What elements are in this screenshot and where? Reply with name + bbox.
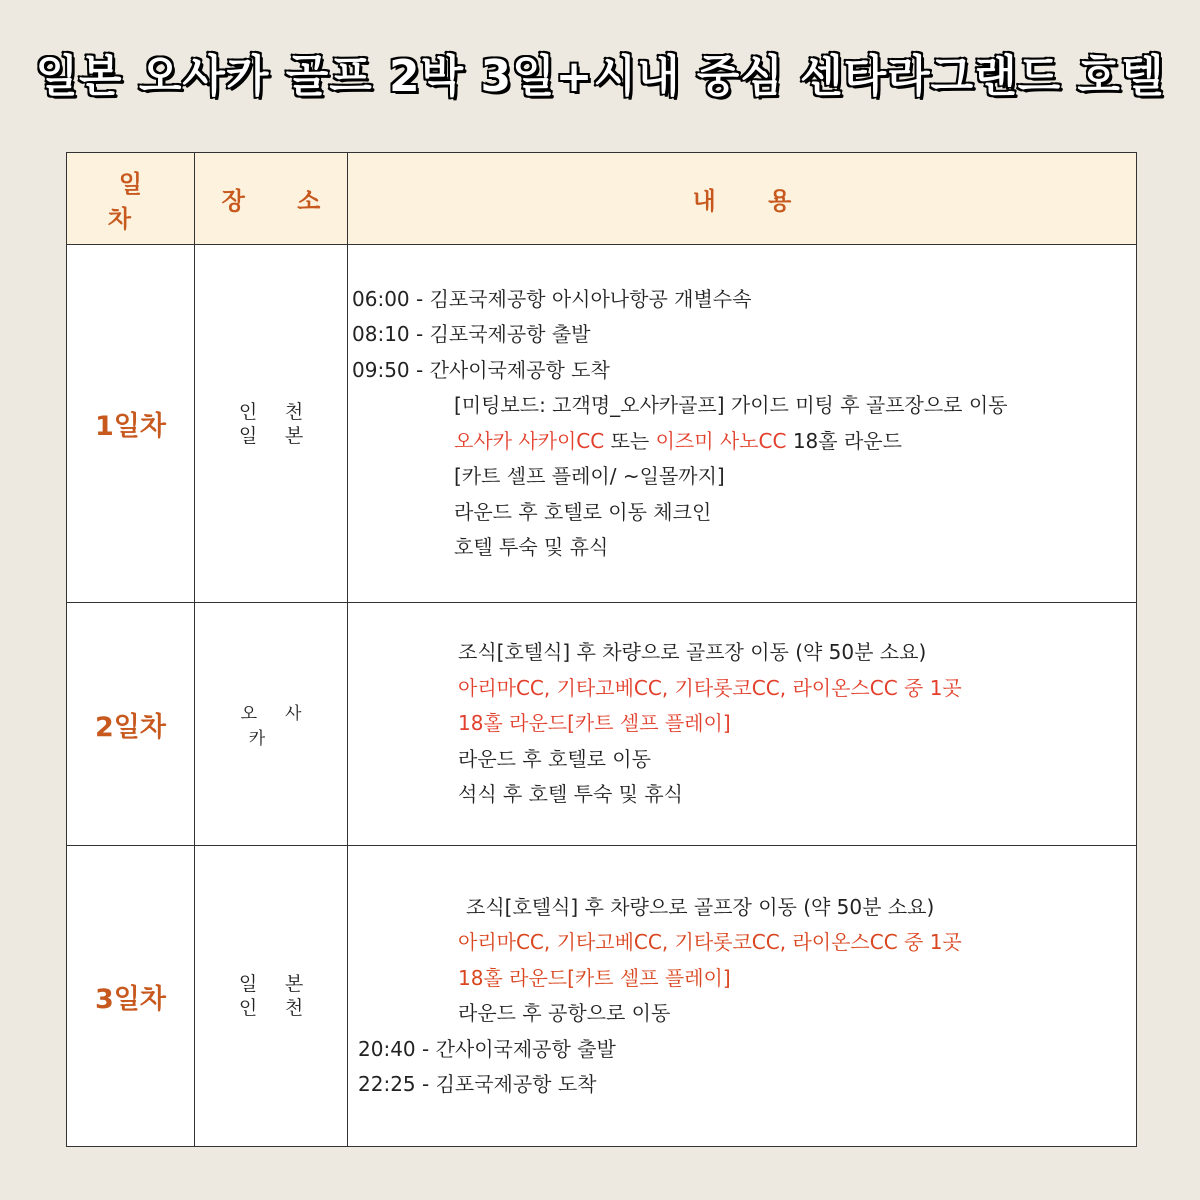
schedule-line: [348, 459, 1136, 495]
place-char: 인: [238, 997, 258, 1019]
table-header-row: [67, 153, 1137, 245]
schedule-text: 조식[호텔식] 후 차량으로 골프장 이동 (약 50분 소요): [466, 894, 935, 919]
schedule-line: [348, 495, 1136, 531]
header-content: 내 용: [348, 153, 1137, 245]
content-cell: [348, 846, 1137, 1147]
page-title: 일본 오사카 골프 2박 3일+시내 중심 센타라그랜드 호텔: [35, 51, 1165, 102]
schedule-line: [348, 353, 1136, 389]
place-list: [230, 972, 312, 1020]
place-cell: [195, 846, 348, 1147]
schedule-text: 석식 후 호텔 투숙 및 휴식: [458, 782, 683, 807]
place-char: 본: [284, 424, 304, 447]
place-list: [230, 400, 312, 448]
schedule-line: [348, 777, 1136, 813]
header-day: 일 차: [67, 153, 195, 245]
place-char: 천: [284, 400, 304, 423]
schedule-text: 09:50 - 간사이국제공항 도착: [352, 357, 610, 382]
highlight-text: 아리마CC, 기타고베CC, 기타롯코CC, 라이온스CC 중 1곳: [458, 675, 962, 700]
schedule-line: [348, 1032, 1136, 1068]
day-cell: 3일차: [67, 846, 195, 1147]
place-cell: 오사카: [195, 603, 348, 846]
table-row-day-2: [67, 603, 1137, 846]
schedule-line: [348, 282, 1136, 318]
content-cell: [348, 245, 1137, 603]
place-char: 일: [238, 424, 258, 447]
schedule-text: 20:40 - 간사이국제공항 출발: [358, 1036, 616, 1061]
schedule-line: [348, 996, 1136, 1032]
schedule-line: [348, 706, 1136, 742]
highlight-text: 아리마CC, 기타고베CC, 기타롯코CC, 라이온스CC 중 1곳: [458, 930, 962, 954]
schedule-text: 라운드 후 공항으로 이동: [458, 1001, 671, 1025]
itinerary-table: [66, 152, 1137, 1147]
schedule-line: [348, 530, 1136, 566]
schedule-text: 06:00 - 김포국제공항 아시아나항공 개별수속: [352, 286, 752, 311]
place-char: 일: [238, 973, 258, 995]
schedule-line: [348, 925, 1136, 961]
schedule-line: [348, 388, 1136, 424]
schedule-text: 08:10 - 김포국제공항 출발: [352, 322, 591, 346]
schedule-text: 18홀 라운드: [786, 428, 902, 453]
place-char: 인: [238, 400, 258, 423]
highlight-text: 오사카 사카이CC: [454, 428, 605, 453]
highlight-text: 이즈미 사노CC: [655, 428, 787, 453]
schedule-line: [348, 317, 1136, 353]
schedule-text: 조식[호텔식] 후 차량으로 골프장 이동 (약 50분 소요): [458, 640, 927, 665]
place-cell: [195, 245, 348, 603]
schedule-text: 또는: [604, 428, 656, 453]
content-cell: [348, 603, 1137, 846]
highlight-text: 18홀 라운드[카트 셀프 플레이]: [458, 711, 731, 736]
schedule-text: 라운드 후 호텔로 이동: [458, 746, 651, 771]
schedule-line: [348, 671, 1136, 707]
schedule-text: [미팅보드: 고객명_오사카골프] 가이드 미팅 후 골프장으로 이동: [454, 393, 1008, 417]
day-cell: 1일차: [67, 245, 195, 603]
table-row-day-3: [67, 846, 1137, 1147]
highlight-text: 18홀 라운드[카트 셀프 플레이]: [458, 965, 731, 990]
schedule-line: [348, 742, 1136, 778]
place-char: 천: [284, 997, 304, 1019]
schedule-line: [348, 961, 1136, 997]
day-cell: 2일차: [67, 603, 195, 846]
header-place: 장 소: [195, 153, 348, 245]
table-row-day-1: [67, 245, 1137, 603]
schedule-line: [348, 424, 1136, 460]
place-char: 본: [284, 973, 304, 995]
schedule-text: 라운드 후 호텔로 이동 체크인: [454, 499, 712, 524]
schedule-text: 22:25 - 김포국제공항 도착: [358, 1072, 597, 1096]
schedule-line: [348, 890, 1136, 926]
schedule-text: [카트 셀프 플레이/ ~일몰까지]: [454, 464, 725, 488]
schedule-line: [348, 635, 1136, 671]
schedule-line: [348, 1067, 1136, 1103]
schedule-text: 호텔 투숙 및 휴식: [454, 535, 609, 559]
